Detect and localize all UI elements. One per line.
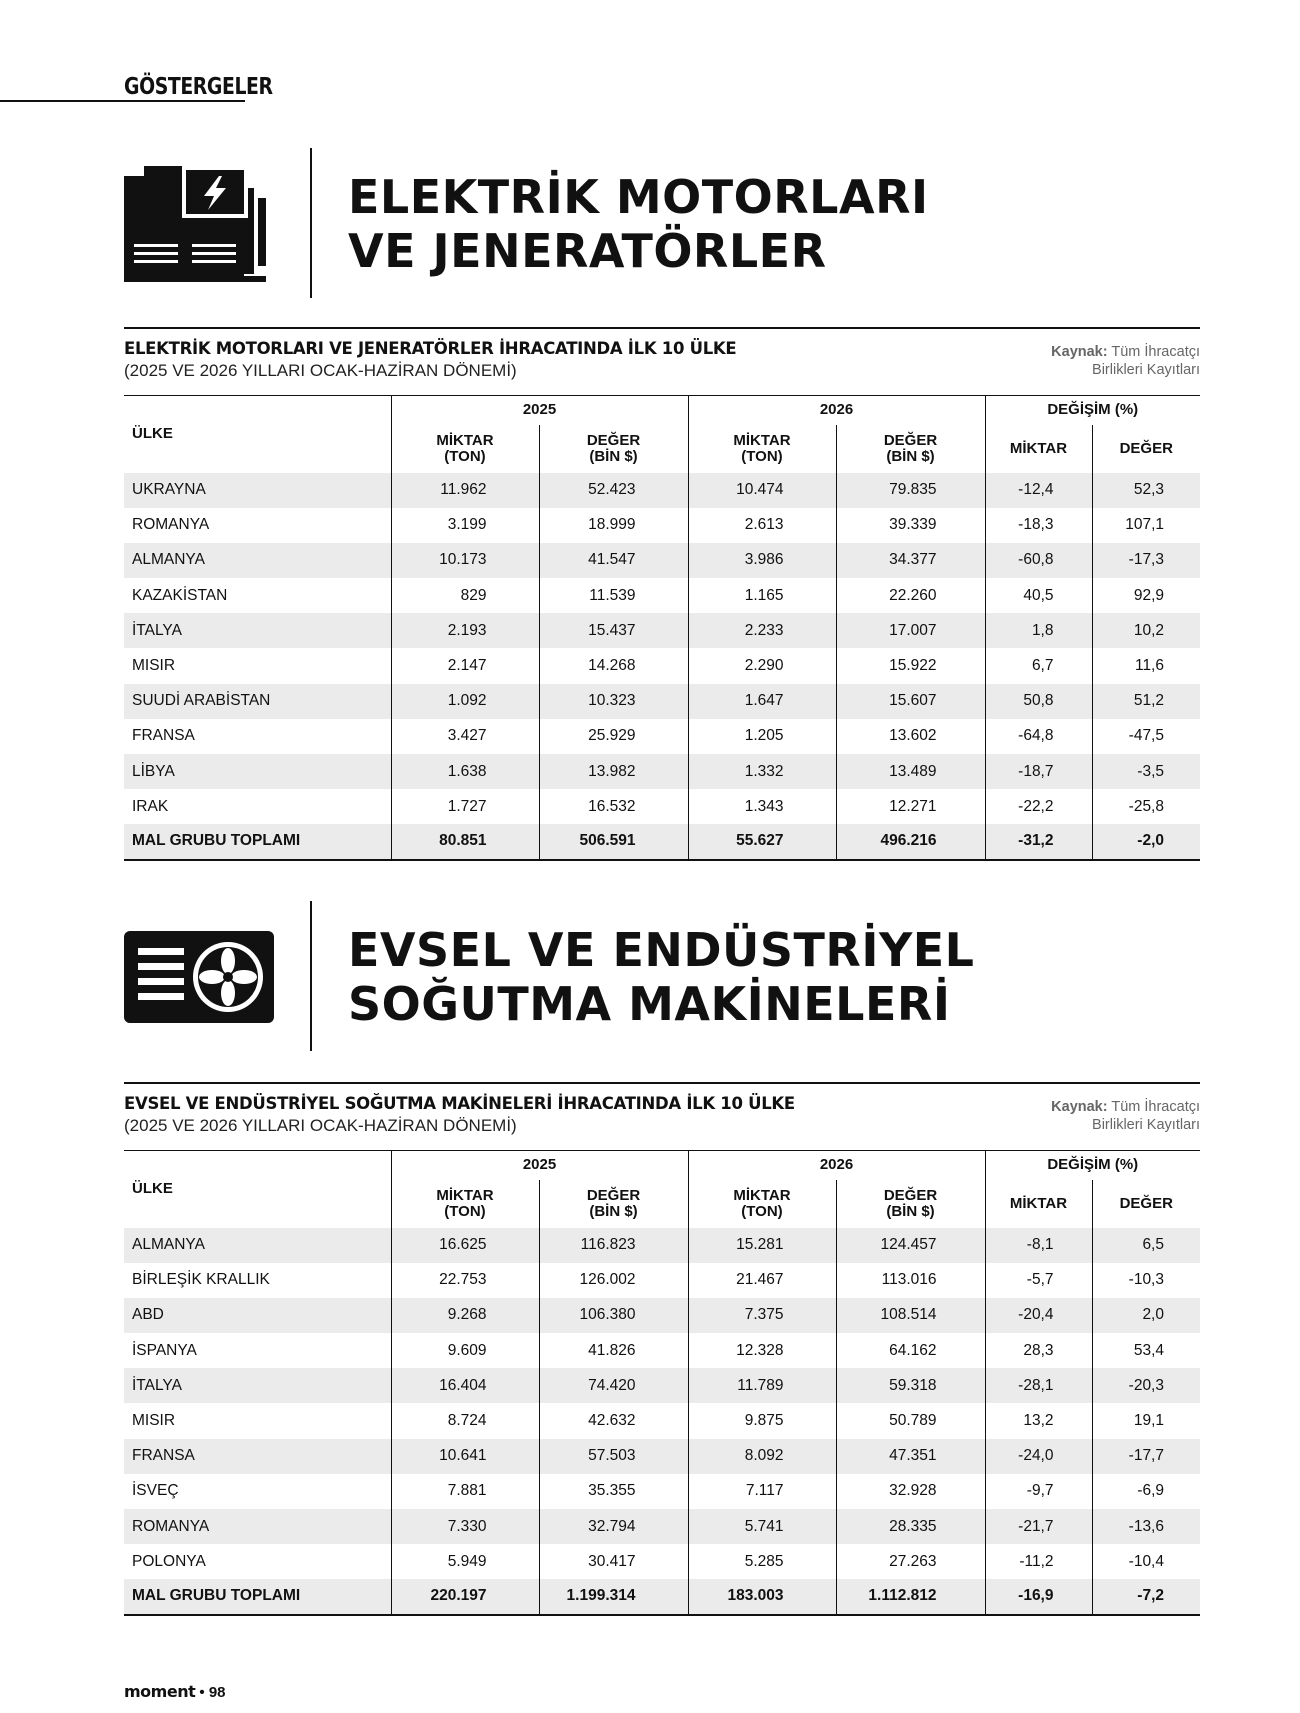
cell-country: SUUDİ ARABİSTAN	[124, 684, 391, 719]
cell-value: 1.165	[688, 578, 836, 613]
hero-divider	[310, 148, 312, 298]
section-title-line2: SOĞUTMA MAKİNELERİ	[348, 977, 951, 1031]
cell-value: 50.789	[836, 1403, 985, 1438]
section-title-line1: ELEKTRİK MOTORLARI	[348, 170, 929, 224]
cell-value: 2.290	[688, 648, 836, 683]
cell-value: 7.881	[391, 1474, 539, 1509]
cell-value: 41.547	[539, 543, 688, 578]
cell-value: 12.328	[688, 1333, 836, 1368]
cell-value: 21.467	[688, 1263, 836, 1298]
table-subtitle: (2025 VE 2026 YILLARI OCAK-HAZİRAN DÖNEMİ)	[124, 1116, 517, 1135]
header-deger: DEĞER (BİN $)	[539, 425, 688, 473]
table-row	[124, 648, 1200, 683]
cell-value: 10.323	[539, 684, 688, 719]
header-year-2025: 2025	[391, 1151, 688, 1180]
header-change: DEĞİŞİM (%)	[985, 396, 1200, 425]
cell-value: 2.613	[688, 508, 836, 543]
cell-value: 12.271	[836, 789, 985, 824]
cell-value: 506.591	[539, 824, 688, 859]
cell-country: MISIR	[124, 648, 391, 683]
cell-value: 10.173	[391, 543, 539, 578]
cell-value: 106.380	[539, 1298, 688, 1333]
cell-value: -6,9	[1092, 1474, 1200, 1509]
cell-country: POLONYA	[124, 1544, 391, 1579]
cell-value: 51,2	[1092, 684, 1200, 719]
cell-value: 34.377	[836, 543, 985, 578]
source-line2: Birlikleri Kayıtları	[1092, 1117, 1200, 1133]
cell-country: ALMANYA	[124, 1228, 391, 1263]
table-block-electric-motors	[124, 327, 1200, 861]
section-title-line2: VE JENERATÖRLER	[348, 224, 827, 278]
cell-country: MAL GRUBU TOPLAMI	[124, 824, 391, 859]
cell-value: 5.949	[391, 1544, 539, 1579]
cell-value: -16,9	[985, 1579, 1092, 1614]
section-title	[348, 170, 929, 278]
table-row	[124, 789, 1200, 824]
source-line2: Birlikleri Kayıtları	[1092, 362, 1200, 378]
cell-value: -64,8	[985, 719, 1092, 754]
header-miktar: MİKTAR (TON)	[391, 425, 539, 473]
cell-value: -17,3	[1092, 543, 1200, 578]
cell-country: KAZAKİSTAN	[124, 578, 391, 613]
cell-value: 64.162	[836, 1333, 985, 1368]
cell-value: 2,0	[1092, 1298, 1200, 1333]
section-title	[348, 923, 975, 1031]
cell-value: 9.609	[391, 1333, 539, 1368]
cell-value: -18,7	[985, 754, 1092, 789]
cell-value: -2,0	[1092, 824, 1200, 859]
cell-value: -25,8	[1092, 789, 1200, 824]
cell-value: -21,7	[985, 1509, 1092, 1544]
cell-value: -47,5	[1092, 719, 1200, 754]
cell-country: FRANSA	[124, 1439, 391, 1474]
table-row	[124, 1333, 1200, 1368]
cell-value: 220.197	[391, 1579, 539, 1614]
cell-value: 59.318	[836, 1368, 985, 1403]
cell-country: ALMANYA	[124, 543, 391, 578]
table-body	[124, 1228, 1200, 1615]
cell-value: -12,4	[985, 473, 1092, 508]
cell-value: -9,7	[985, 1474, 1092, 1509]
table-caption	[124, 1084, 1200, 1150]
cell-value: 3.427	[391, 719, 539, 754]
cell-country: İSVEÇ	[124, 1474, 391, 1509]
hero-divider	[310, 901, 312, 1051]
cell-value: 14.268	[539, 648, 688, 683]
table-caption	[124, 329, 1200, 395]
header-change: DEĞİŞİM (%)	[985, 1151, 1200, 1180]
export-table	[124, 1150, 1200, 1616]
cell-value: 22.260	[836, 578, 985, 613]
table-row	[124, 1263, 1200, 1298]
source-note	[1051, 343, 1200, 379]
cell-value: 53,4	[1092, 1333, 1200, 1368]
table-row	[124, 543, 1200, 578]
cell-value: 1.647	[688, 684, 836, 719]
table-row	[124, 1544, 1200, 1579]
table-row	[124, 824, 1200, 859]
header-deger-change: DEĞER	[1092, 1180, 1200, 1228]
header-year-2025: 2025	[391, 396, 688, 425]
source-label: Kaynak:	[1051, 344, 1108, 360]
table-row	[124, 1228, 1200, 1263]
table-row	[124, 1474, 1200, 1509]
cell-value: -7,2	[1092, 1579, 1200, 1614]
cell-value: -10,3	[1092, 1263, 1200, 1298]
table-row	[124, 473, 1200, 508]
cell-value: -3,5	[1092, 754, 1200, 789]
table-body	[124, 473, 1200, 860]
cell-value: 52.423	[539, 473, 688, 508]
cell-value: 19,1	[1092, 1403, 1200, 1438]
header-miktar-change: MİKTAR	[985, 1180, 1092, 1228]
table-row	[124, 1298, 1200, 1333]
cell-value: 113.016	[836, 1263, 985, 1298]
cell-value: 15.281	[688, 1228, 836, 1263]
table-row	[124, 684, 1200, 719]
cell-value: 27.263	[836, 1544, 985, 1579]
header-miktar: MİKTAR (TON)	[391, 1180, 539, 1228]
table-row	[124, 754, 1200, 789]
cell-value: 13.602	[836, 719, 985, 754]
cell-value: 32.928	[836, 1474, 985, 1509]
cell-value: 28,3	[985, 1333, 1092, 1368]
footer-separator: •	[199, 1684, 205, 1701]
generator-icon	[124, 148, 274, 298]
cell-country: ABD	[124, 1298, 391, 1333]
header-deger: DEĞER (BİN $)	[539, 1180, 688, 1228]
cell-value: 40,5	[985, 578, 1092, 613]
page-footer	[124, 1682, 226, 1701]
cell-value: 1.343	[688, 789, 836, 824]
cell-value: 47.351	[836, 1439, 985, 1474]
cell-value: 108.514	[836, 1298, 985, 1333]
cell-value: 124.457	[836, 1228, 985, 1263]
cell-country: İTALYA	[124, 1368, 391, 1403]
export-table	[124, 395, 1200, 861]
header-deger-change: DEĞER	[1092, 425, 1200, 473]
header-country: ÜLKE	[124, 1151, 391, 1228]
table-block-cooling-machines	[124, 1082, 1200, 1616]
hero-electric-motors	[124, 148, 1200, 298]
cell-country: BİRLEŞİK KRALLIK	[124, 1263, 391, 1298]
cell-value: 42.632	[539, 1403, 688, 1438]
cell-value: 22.753	[391, 1263, 539, 1298]
cell-value: 13.982	[539, 754, 688, 789]
cell-value: -22,2	[985, 789, 1092, 824]
brand-logo: moment	[124, 1682, 196, 1701]
cell-value: 17.007	[836, 613, 985, 648]
cell-value: 2.233	[688, 613, 836, 648]
cell-value: 11.539	[539, 578, 688, 613]
cell-country: FRANSA	[124, 719, 391, 754]
cell-value: 6,7	[985, 648, 1092, 683]
cell-value: 15.922	[836, 648, 985, 683]
cell-value: 16.625	[391, 1228, 539, 1263]
cell-country: İTALYA	[124, 613, 391, 648]
cell-value: 18.999	[539, 508, 688, 543]
cell-value: 16.532	[539, 789, 688, 824]
cell-value: -31,2	[985, 824, 1092, 859]
table-row	[124, 613, 1200, 648]
cell-value: 1.332	[688, 754, 836, 789]
cell-value: 28.335	[836, 1509, 985, 1544]
source-note	[1051, 1098, 1200, 1134]
header-miktar: MİKTAR (TON)	[688, 1180, 836, 1228]
table-row	[124, 1509, 1200, 1544]
cell-value: 41.826	[539, 1333, 688, 1368]
section-label: GÖSTERGELER	[124, 74, 273, 100]
cell-value: -8,1	[985, 1228, 1092, 1263]
table-row	[124, 578, 1200, 613]
cell-value: 92,9	[1092, 578, 1200, 613]
header-deger: DEĞER (BİN $)	[836, 425, 985, 473]
cell-value: 116.823	[539, 1228, 688, 1263]
table-row	[124, 719, 1200, 754]
cell-value: 8.724	[391, 1403, 539, 1438]
cell-country: IRAK	[124, 789, 391, 824]
cell-value: 74.420	[539, 1368, 688, 1403]
cell-value: 6,5	[1092, 1228, 1200, 1263]
cell-value: 8.092	[688, 1439, 836, 1474]
cell-value: -11,2	[985, 1544, 1092, 1579]
cell-value: 7.117	[688, 1474, 836, 1509]
cell-value: 107,1	[1092, 508, 1200, 543]
cell-value: 50,8	[985, 684, 1092, 719]
cell-value: 30.417	[539, 1544, 688, 1579]
cell-value: 39.339	[836, 508, 985, 543]
header-country: ÜLKE	[124, 396, 391, 473]
cell-value: 1.092	[391, 684, 539, 719]
cell-value: 35.355	[539, 1474, 688, 1509]
cell-value: -13,6	[1092, 1509, 1200, 1544]
header-year-2026: 2026	[688, 1151, 985, 1180]
cell-country: MISIR	[124, 1403, 391, 1438]
cell-value: 80.851	[391, 824, 539, 859]
table-row	[124, 508, 1200, 543]
source-line1: Tüm İhracatçı	[1111, 1099, 1200, 1115]
cell-value: 1.638	[391, 754, 539, 789]
cell-value: -17,7	[1092, 1439, 1200, 1474]
cell-value: -20,3	[1092, 1368, 1200, 1403]
cell-value: 10,2	[1092, 613, 1200, 648]
air-conditioner-icon	[124, 901, 274, 1051]
cell-value: 10.641	[391, 1439, 539, 1474]
cell-value: 3.986	[688, 543, 836, 578]
cell-value: 9.268	[391, 1298, 539, 1333]
cell-value: 1.112.812	[836, 1579, 985, 1614]
cell-value: 11.789	[688, 1368, 836, 1403]
table-title: ELEKTRİK MOTORLARI VE JENERATÖRLER İHRACATINDA İLK 10 ÜLKE	[124, 339, 737, 358]
cell-value: 79.835	[836, 473, 985, 508]
table-title: EVSEL VE ENDÜSTRİYEL SOĞUTMA MAKİNELERİ İHRACATINDA İLK 10 ÜLKE	[124, 1094, 795, 1113]
cell-value: 2.147	[391, 648, 539, 683]
cell-value: 126.002	[539, 1263, 688, 1298]
cell-value: 52,3	[1092, 473, 1200, 508]
cell-value: 9.875	[688, 1403, 836, 1438]
cell-value: 5.285	[688, 1544, 836, 1579]
source-line1: Tüm İhracatçı	[1111, 344, 1200, 360]
cell-value: 11,6	[1092, 648, 1200, 683]
cell-country: LİBYA	[124, 754, 391, 789]
cell-value: 11.962	[391, 473, 539, 508]
cell-value: -5,7	[985, 1263, 1092, 1298]
cell-value: 3.199	[391, 508, 539, 543]
table-row	[124, 1439, 1200, 1474]
cell-value: 1,8	[985, 613, 1092, 648]
cell-value: 25.929	[539, 719, 688, 754]
cell-value: 16.404	[391, 1368, 539, 1403]
cell-value: 1.199.314	[539, 1579, 688, 1614]
cell-value: 1.727	[391, 789, 539, 824]
cell-value: 15.607	[836, 684, 985, 719]
cell-value: -10,4	[1092, 1544, 1200, 1579]
hero-cooling-machines	[124, 901, 1200, 1051]
cell-value: 13.489	[836, 754, 985, 789]
cell-value: -28,1	[985, 1368, 1092, 1403]
cell-value: 7.375	[688, 1298, 836, 1333]
cell-value: -20,4	[985, 1298, 1092, 1333]
cell-value: -60,8	[985, 543, 1092, 578]
table-row	[124, 1368, 1200, 1403]
cell-value: 10.474	[688, 473, 836, 508]
header-deger: DEĞER (BİN $)	[836, 1180, 985, 1228]
cell-value: 55.627	[688, 824, 836, 859]
cell-value: 57.503	[539, 1439, 688, 1474]
cell-value: 13,2	[985, 1403, 1092, 1438]
cell-value: 32.794	[539, 1509, 688, 1544]
page-number: 98	[208, 1684, 226, 1701]
cell-country: ROMANYA	[124, 508, 391, 543]
header-miktar-change: MİKTAR	[985, 425, 1092, 473]
cell-value: 2.193	[391, 613, 539, 648]
cell-value: 496.216	[836, 824, 985, 859]
cell-value: 5.741	[688, 1509, 836, 1544]
header-year-2026: 2026	[688, 396, 985, 425]
cell-country: İSPANYA	[124, 1333, 391, 1368]
cell-value: -24,0	[985, 1439, 1092, 1474]
section-title-line1: EVSEL VE ENDÜSTRİYEL	[348, 923, 975, 977]
cell-value: 15.437	[539, 613, 688, 648]
cell-country: ROMANYA	[124, 1509, 391, 1544]
table-row	[124, 1403, 1200, 1438]
cell-value: 1.205	[688, 719, 836, 754]
source-label: Kaynak:	[1051, 1099, 1108, 1115]
cell-country: MAL GRUBU TOPLAMI	[124, 1579, 391, 1614]
header-miktar: MİKTAR (TON)	[688, 425, 836, 473]
table-subtitle: (2025 VE 2026 YILLARI OCAK-HAZİRAN DÖNEMİ)	[124, 361, 517, 380]
cell-value: 829	[391, 578, 539, 613]
header-rule	[0, 100, 245, 102]
table-row	[124, 1579, 1200, 1614]
cell-country: UKRAYNA	[124, 473, 391, 508]
cell-value: 183.003	[688, 1579, 836, 1614]
cell-value: 7.330	[391, 1509, 539, 1544]
cell-value: -18,3	[985, 508, 1092, 543]
